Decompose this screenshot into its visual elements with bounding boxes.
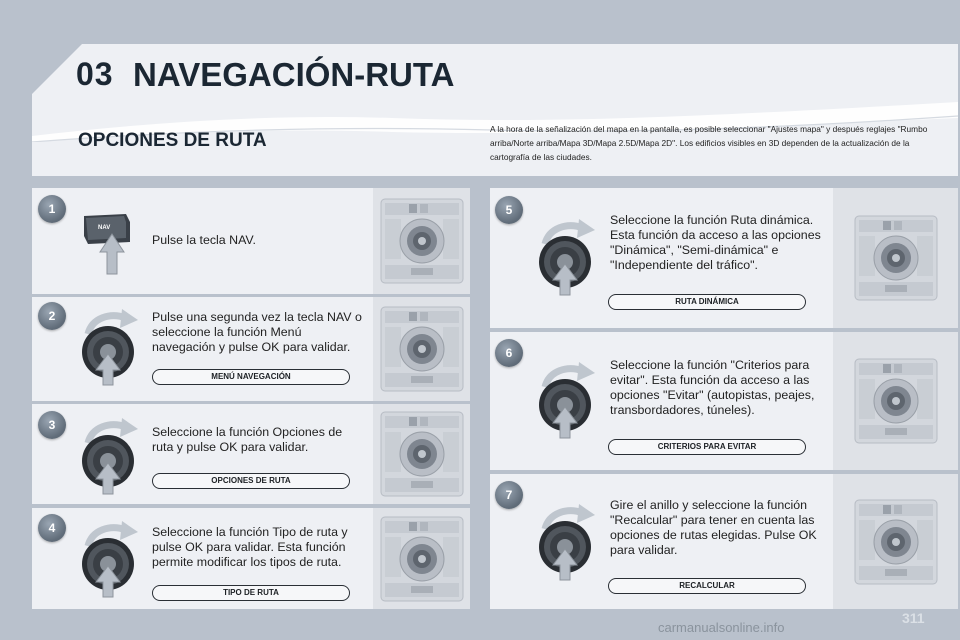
radio-unit-illustration-4: [373, 508, 470, 609]
step-instruction-text: Pulse una segunda vez la tecla NAV o seleccione la función Menú navegación y pulse OK para validar.: [152, 310, 362, 354]
menu-function-label: TIPO DE RUTA: [152, 585, 350, 601]
step-number-badge: 6: [495, 339, 523, 367]
step-instruction-text: Seleccione la función "Criterios para evitar". Esta función da acceso a las opciones "Evitar" (autopistas, peajes, transbordadores, túneles).: [610, 358, 815, 417]
radio-unit-illustration-5: [833, 188, 958, 328]
step-instruction-text: Seleccione la función Tipo de ruta y pulse OK para validar. Esta función permite modificar los tipos de ruta.: [152, 525, 348, 569]
section-subtitle: OPCIONES DE RUTA: [78, 130, 267, 151]
rotary-knob-icon: [537, 361, 601, 439]
radio-unit-illustration-2: [373, 297, 470, 401]
nav-key-icon: [80, 212, 144, 276]
rotary-knob-icon: [80, 308, 144, 386]
nav-key-label: NAV: [98, 225, 111, 231]
rotary-knob-icon: [80, 417, 144, 495]
step-number-badge: 7: [495, 481, 523, 509]
step-number-badge: 2: [38, 302, 66, 330]
menu-function-label: OPCIONES DE RUTA: [152, 473, 350, 489]
step-instruction-text: Pulse la tecla NAV.: [152, 233, 256, 247]
step-number-badge: 1: [38, 195, 66, 223]
radio-unit-illustration-3: [373, 404, 470, 504]
intro-paragraph: A la hora de la señalización del mapa en la pantalla, es posible seleccionar "Ajustes mapa" y después reglajes "Rumbo arriba/Norte arriba/Mapa 3D/Mapa 2.5D/Mapa 2D". Los edificios visibles en 3D dependen de la actualización de la cartografía de las ciudades.: [490, 124, 928, 162]
radio-unit-illustration-1: [373, 188, 470, 294]
step-instruction-text: Seleccione la función Opciones de ruta y pulse OK para validar.: [152, 425, 343, 454]
rotary-knob-icon: [537, 218, 601, 296]
watermark-text: carmanualsonline.info: [658, 620, 785, 635]
menu-function-label: CRITERIOS PARA EVITAR: [608, 439, 806, 455]
step-number-badge: 5: [495, 196, 523, 224]
step-instruction-text: Seleccione la función Ruta dinámica. Esta función da acceso a las opciones "Dinámica", "Semi-dinámica" e "Independiente del tráfico".: [610, 213, 821, 272]
menu-function-label: RUTA DINÁMICA: [608, 294, 806, 310]
rotary-knob-icon: [80, 520, 144, 598]
step-number-badge: 4: [38, 514, 66, 542]
radio-unit-illustration-6: [833, 332, 958, 470]
menu-function-label: RECALCULAR: [608, 578, 806, 594]
rotary-knob-icon: [537, 503, 601, 581]
page-number: 311: [902, 610, 925, 626]
step-number-badge: 3: [38, 411, 66, 439]
step-instruction-text: Gire el anillo y seleccione la función "Recalcular" para tener en cuenta las opciones de rutas elegidas. Pulse OK para validar.: [610, 498, 817, 557]
chapter-number: 03: [76, 56, 114, 92]
radio-unit-illustration-7: [833, 474, 958, 609]
menu-function-label: MENÚ NAVEGACIÓN: [152, 369, 350, 385]
page-title: NAVEGACIÓN-RUTA: [133, 56, 455, 93]
